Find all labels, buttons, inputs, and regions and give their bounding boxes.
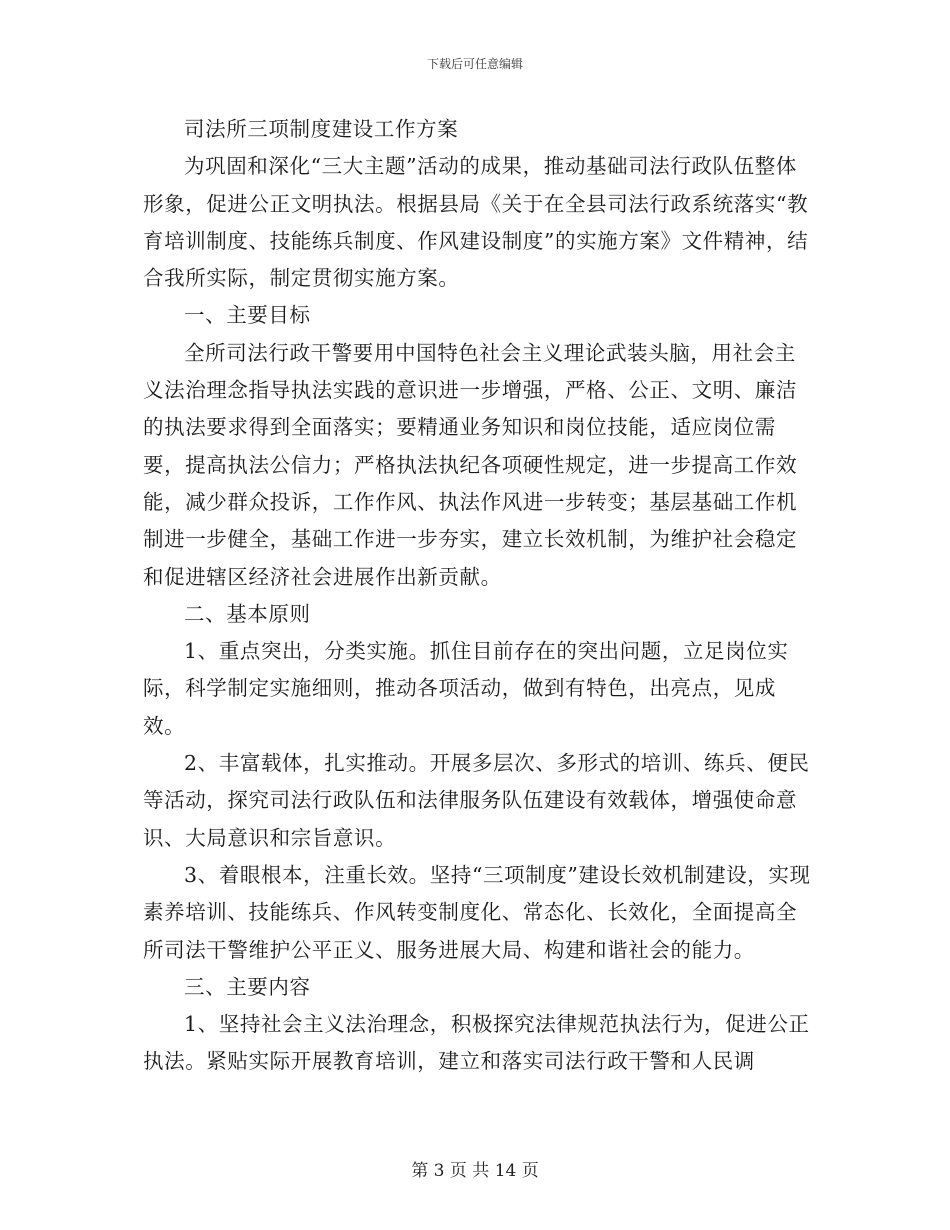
paragraph-content-1: 1、坚持社会主义法治理念，积极探究法律规范执法行为，促进公正执法。紧贴实际开展教育培训，建立和落实司法行政干警和人民调 (143, 1012, 810, 1074)
page-number-footer: 第 3 页 共 14 页 (411, 1161, 539, 1181)
section-heading-principles: 二、基本原则 (184, 601, 311, 626)
section-heading-goals: 一、主要目标 (184, 303, 311, 328)
document-title: 司法所三项制度建设工作方案 (184, 117, 459, 141)
paragraph-intro: 为巩固和深化“三大主题”活动的成果，推动基础司法行政队伍整体形象，促进公正文明执法。根据县局《关于在全县司法行政系统落实“教育培训制度、技能练兵制度、作风建设制度”的实施方案》文件精神，结合我所实际，制定贯彻实施方案。 (143, 154, 809, 291)
paragraph-principle-2: 2、丰富载体，扎实推动。开展多层次、多形式的培训、练兵、便民等活动，探究司法行政队伍和法律服务队伍建设有效载体，增强使命意识、大局意识和宗旨意识。 (143, 751, 810, 850)
paragraph-goals: 全所司法行政干警要用中国特色社会主义理论武装头脑，用社会主义法治理念指导执法实践的意识进一步增强，严格、公正、文明、廉洁的执法要求得到全面落实；要精通业务知识和岗位技能，适应岗位需要，提高执法公信力；严格执法执纪各项硬性规定，进一步提高工作效能，减少群众投诉，工作作风、执法作风进一步转变；基层基础工作机制进一步健全，基础工作进一步夯实，建立长效机制，为维护社会稳定和促进辖区经济社会进展作出新贡献。 (143, 340, 798, 589)
paragraph-principle-3: 3、着眼根本，注重长效。坚持“三项制度”建设长效机制建设，实现素养培训、技能练兵、作风转变制度化、常态化、长效化，全面提高全所司法干警维护公平正义、服务进展大局、构建和谐社会的能力。 (143, 862, 811, 962)
page-header: 下载后可任意编辑 (426, 57, 523, 71)
document-body (143, 111, 813, 1081)
section-heading-content: 三、主要内容 (184, 974, 311, 999)
paragraph-principle-1: 1、重点突出，分类实施。抓住目前存在的突出问题，立足岗位实际，科学制定实施细则，推动各项活动，做到有特色，出亮点，见成效。 (143, 639, 789, 738)
